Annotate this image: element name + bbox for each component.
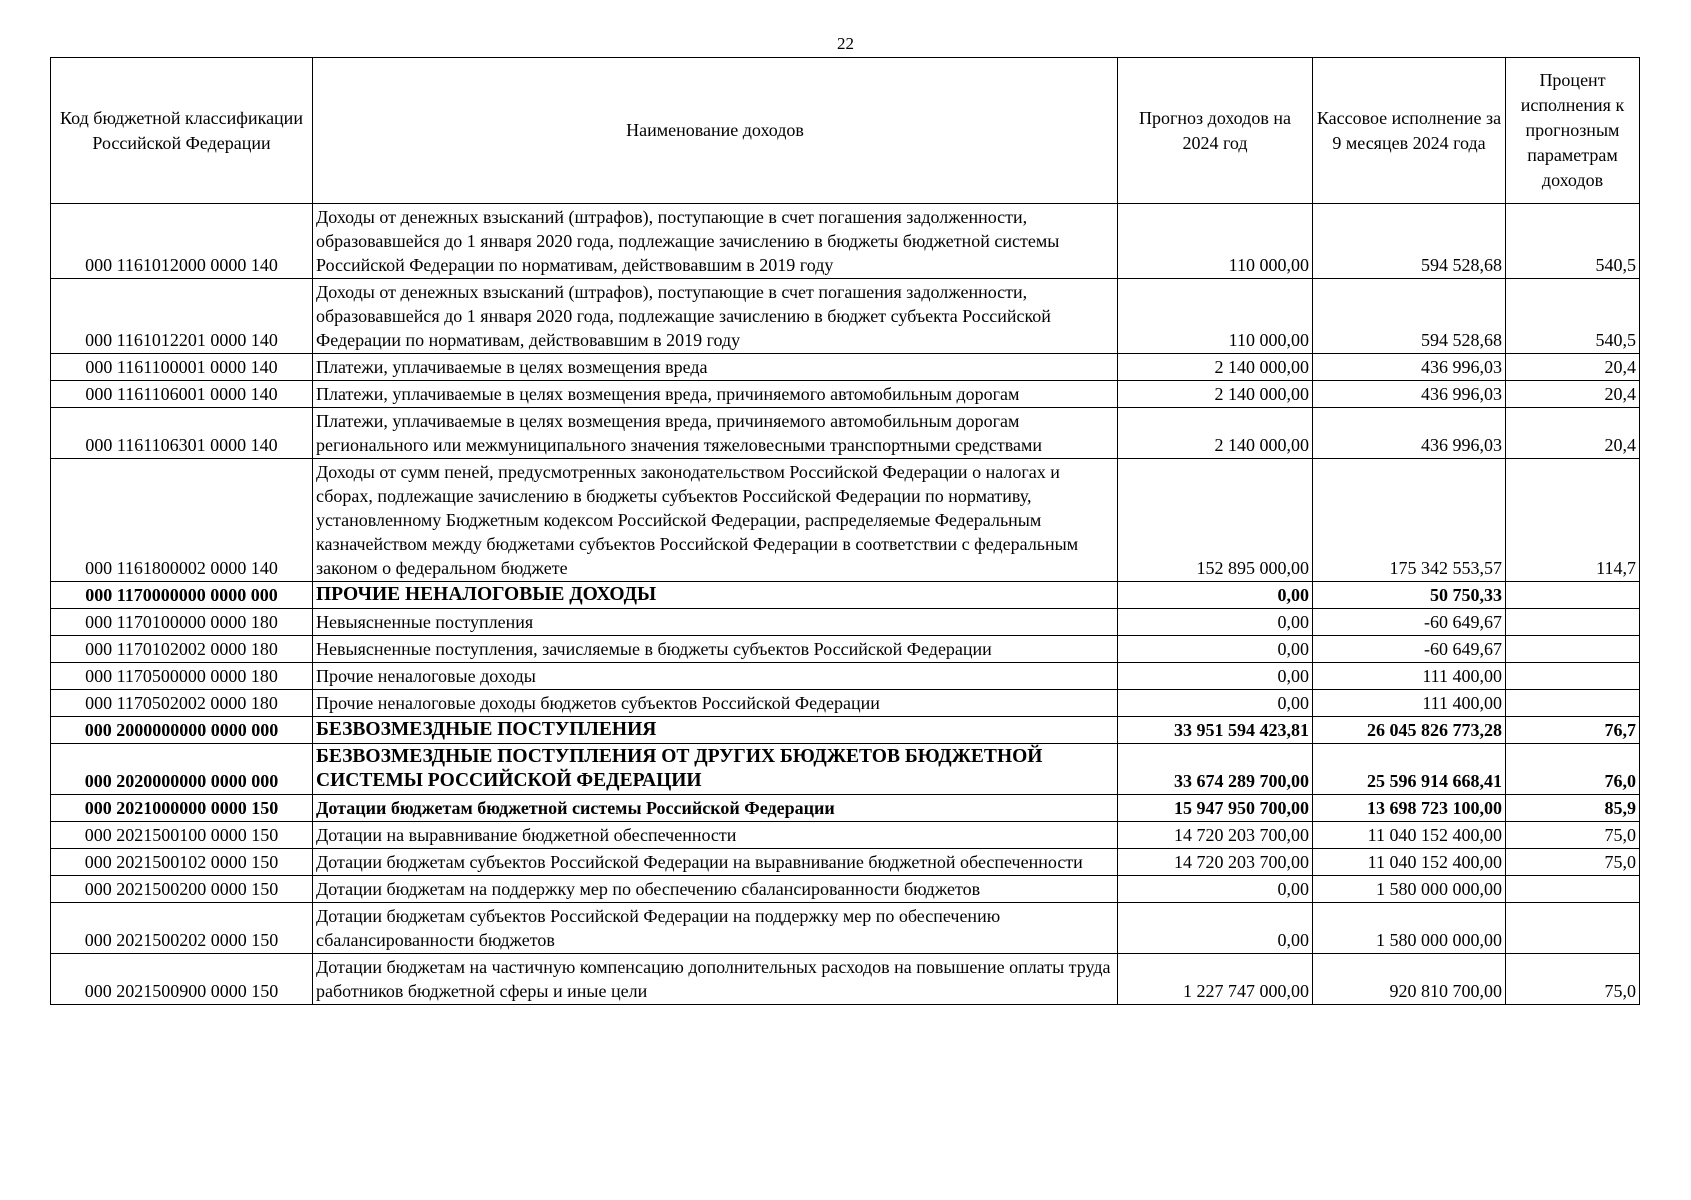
row-name: Прочие неналоговые доходы бюджетов субъектов Российской Федерации — [313, 690, 1118, 717]
table-row — [51, 204, 1640, 279]
row-percent: 20,4 — [1506, 354, 1640, 381]
row-name: БЕЗВОЗМЕЗДНЫЕ ПОСТУПЛЕНИЯ ОТ ДРУГИХ БЮДЖЕТОВ БЮДЖЕТНОЙ СИСТЕМЫ РОССИЙСКОЙ ФЕДЕРАЦИИ — [313, 744, 1118, 795]
row-execution: 436 996,03 — [1313, 381, 1506, 408]
header-execution: Кассовое исполнение за 9 месяцев 2024 года — [1313, 58, 1506, 204]
header-code: Код бюджетной классификации Российской Федерации — [51, 58, 313, 204]
row-execution: 175 342 553,57 — [1313, 459, 1506, 582]
row-execution: 111 400,00 — [1313, 663, 1506, 690]
row-percent: 76,0 — [1506, 744, 1640, 795]
row-forecast: 0,00 — [1118, 609, 1313, 636]
row-forecast: 33 674 289 700,00 — [1118, 744, 1313, 795]
table-row — [51, 822, 1640, 849]
row-execution: 13 698 723 100,00 — [1313, 795, 1506, 822]
row-name: Невыясненные поступления — [313, 609, 1118, 636]
table-row — [51, 876, 1640, 903]
row-percent — [1506, 903, 1640, 954]
table-row — [51, 582, 1640, 609]
row-forecast: 14 720 203 700,00 — [1118, 822, 1313, 849]
row-forecast: 33 951 594 423,81 — [1118, 717, 1313, 744]
row-code: 000 2000000000 0000 000 — [51, 717, 313, 744]
row-name: Платежи, уплачиваемые в целях возмещения вреда, причиняемого автомобильным дорогам регионального или межмуниципального значения тяжеловесными транспортными средствами — [313, 408, 1118, 459]
row-code: 000 1170502002 0000 180 — [51, 690, 313, 717]
table-row — [51, 954, 1640, 1005]
row-forecast: 152 895 000,00 — [1118, 459, 1313, 582]
row-forecast: 0,00 — [1118, 690, 1313, 717]
row-code: 000 1161800002 0000 140 — [51, 459, 313, 582]
row-name: Доходы от денежных взысканий (штрафов), поступающие в счет погашения задолженности, образовавшейся до 1 января 2020 года, подлежащие зачислению в бюджеты бюджетной системы Российской Федерации по нормативам, действовавшим в 2019 году — [313, 204, 1118, 279]
row-name: Платежи, уплачиваемые в целях возмещения вреда — [313, 354, 1118, 381]
row-code: 000 1170500000 0000 180 — [51, 663, 313, 690]
row-execution: 920 810 700,00 — [1313, 954, 1506, 1005]
row-code: 000 1161106001 0000 140 — [51, 381, 313, 408]
row-execution: 594 528,68 — [1313, 279, 1506, 354]
row-execution: 26 045 826 773,28 — [1313, 717, 1506, 744]
row-percent — [1506, 582, 1640, 609]
header-name: Наименование доходов — [313, 58, 1118, 204]
row-code: 000 1170100000 0000 180 — [51, 609, 313, 636]
table-row — [51, 903, 1640, 954]
row-execution: 11 040 152 400,00 — [1313, 849, 1506, 876]
row-percent: 114,7 — [1506, 459, 1640, 582]
row-percent: 540,5 — [1506, 204, 1640, 279]
row-execution: 1 580 000 000,00 — [1313, 903, 1506, 954]
row-forecast: 2 140 000,00 — [1118, 408, 1313, 459]
row-code: 000 2021500900 0000 150 — [51, 954, 313, 1005]
row-percent — [1506, 609, 1640, 636]
table-row — [51, 381, 1640, 408]
table-row — [51, 849, 1640, 876]
page-number: 22 — [837, 34, 854, 53]
row-code: 000 2021500100 0000 150 — [51, 822, 313, 849]
row-forecast: 110 000,00 — [1118, 204, 1313, 279]
row-code: 000 1161012201 0000 140 — [51, 279, 313, 354]
table-row — [51, 408, 1640, 459]
row-name: БЕЗВОЗМЕЗДНЫЕ ПОСТУПЛЕНИЯ — [313, 717, 1118, 744]
row-forecast: 110 000,00 — [1118, 279, 1313, 354]
row-name: Платежи, уплачиваемые в целях возмещения вреда, причиняемого автомобильным дорогам — [313, 381, 1118, 408]
row-forecast: 15 947 950 700,00 — [1118, 795, 1313, 822]
row-execution: -60 649,67 — [1313, 609, 1506, 636]
row-code: 000 2021000000 0000 150 — [51, 795, 313, 822]
table-row — [51, 663, 1640, 690]
budget-revenue-table — [50, 57, 1640, 1005]
table-row — [51, 459, 1640, 582]
row-name: Невыясненные поступления, зачисляемые в бюджеты субъектов Российской Федерации — [313, 636, 1118, 663]
row-forecast: 14 720 203 700,00 — [1118, 849, 1313, 876]
row-execution: 436 996,03 — [1313, 354, 1506, 381]
row-forecast: 2 140 000,00 — [1118, 354, 1313, 381]
table-row — [51, 609, 1640, 636]
header-percent: Процент исполнения к прогнозным параметрам доходов — [1506, 58, 1640, 204]
row-percent: 85,9 — [1506, 795, 1640, 822]
row-forecast: 0,00 — [1118, 636, 1313, 663]
row-name: Дотации бюджетам бюджетной системы Российской Федерации — [313, 795, 1118, 822]
row-execution: 50 750,33 — [1313, 582, 1506, 609]
row-name: ПРОЧИЕ НЕНАЛОГОВЫЕ ДОХОДЫ — [313, 582, 1118, 609]
row-code: 000 1161012000 0000 140 — [51, 204, 313, 279]
row-percent — [1506, 876, 1640, 903]
row-percent — [1506, 663, 1640, 690]
row-execution: 594 528,68 — [1313, 204, 1506, 279]
table-header-row — [51, 58, 1640, 204]
row-percent: 75,0 — [1506, 849, 1640, 876]
row-name: Доходы от денежных взысканий (штрафов), поступающие в счет погашения задолженности, образовавшейся до 1 января 2020 года, подлежащие зачислению в бюджет субъекта Российской Федерации по нормативам, действовавшим в 2019 году — [313, 279, 1118, 354]
row-name: Прочие неналоговые доходы — [313, 663, 1118, 690]
row-name: Дотации на выравнивание бюджетной обеспеченности — [313, 822, 1118, 849]
row-percent: 75,0 — [1506, 822, 1640, 849]
table-row — [51, 690, 1640, 717]
row-code: 000 1170000000 0000 000 — [51, 582, 313, 609]
row-name: Дотации бюджетам субъектов Российской Федерации на поддержку мер по обеспечению сбалансированности бюджетов — [313, 903, 1118, 954]
row-percent: 75,0 — [1506, 954, 1640, 1005]
row-percent — [1506, 690, 1640, 717]
row-code: 000 2021500202 0000 150 — [51, 903, 313, 954]
row-name: Доходы от сумм пеней, предусмотренных законодательством Российской Федерации о налогах и сборах, подлежащие зачислению в бюджеты субъектов Российской Федерации по нормативу, установленному Бюджетным кодексом Российской Федерации, распределяемые Федеральным казначейством между бюджетами субъектов Российской Федерации в соответствии с федеральным законом о федеральном бюджете — [313, 459, 1118, 582]
row-percent: 20,4 — [1506, 408, 1640, 459]
row-code: 000 1170102002 0000 180 — [51, 636, 313, 663]
table-row — [51, 717, 1640, 744]
row-percent: 20,4 — [1506, 381, 1640, 408]
row-code: 000 2021500200 0000 150 — [51, 876, 313, 903]
row-code: 000 2021500102 0000 150 — [51, 849, 313, 876]
row-code: 000 1161100001 0000 140 — [51, 354, 313, 381]
table-row — [51, 744, 1640, 795]
table-row — [51, 279, 1640, 354]
table-row — [51, 795, 1640, 822]
row-name: Дотации бюджетам субъектов Российской Федерации на выравнивание бюджетной обеспеченности — [313, 849, 1118, 876]
row-execution: 11 040 152 400,00 — [1313, 822, 1506, 849]
header-forecast: Прогноз доходов на 2024 год — [1118, 58, 1313, 204]
row-execution: 25 596 914 668,41 — [1313, 744, 1506, 795]
row-execution: 111 400,00 — [1313, 690, 1506, 717]
row-execution: 436 996,03 — [1313, 408, 1506, 459]
row-percent: 540,5 — [1506, 279, 1640, 354]
row-forecast: 0,00 — [1118, 582, 1313, 609]
row-percent: 76,7 — [1506, 717, 1640, 744]
row-forecast: 0,00 — [1118, 663, 1313, 690]
row-forecast: 1 227 747 000,00 — [1118, 954, 1313, 1005]
row-name: Дотации бюджетам на поддержку мер по обеспечению сбалансированности бюджетов — [313, 876, 1118, 903]
table-row — [51, 354, 1640, 381]
row-forecast: 0,00 — [1118, 876, 1313, 903]
table-body — [51, 204, 1640, 1005]
row-code: 000 2020000000 0000 000 — [51, 744, 313, 795]
row-percent — [1506, 636, 1640, 663]
row-forecast: 2 140 000,00 — [1118, 381, 1313, 408]
row-name: Дотации бюджетам на частичную компенсацию дополнительных расходов на повышение оплаты труда работников бюджетной сферы и иные цели — [313, 954, 1118, 1005]
row-code: 000 1161106301 0000 140 — [51, 408, 313, 459]
row-execution: -60 649,67 — [1313, 636, 1506, 663]
row-execution: 1 580 000 000,00 — [1313, 876, 1506, 903]
row-forecast: 0,00 — [1118, 903, 1313, 954]
table-row — [51, 636, 1640, 663]
